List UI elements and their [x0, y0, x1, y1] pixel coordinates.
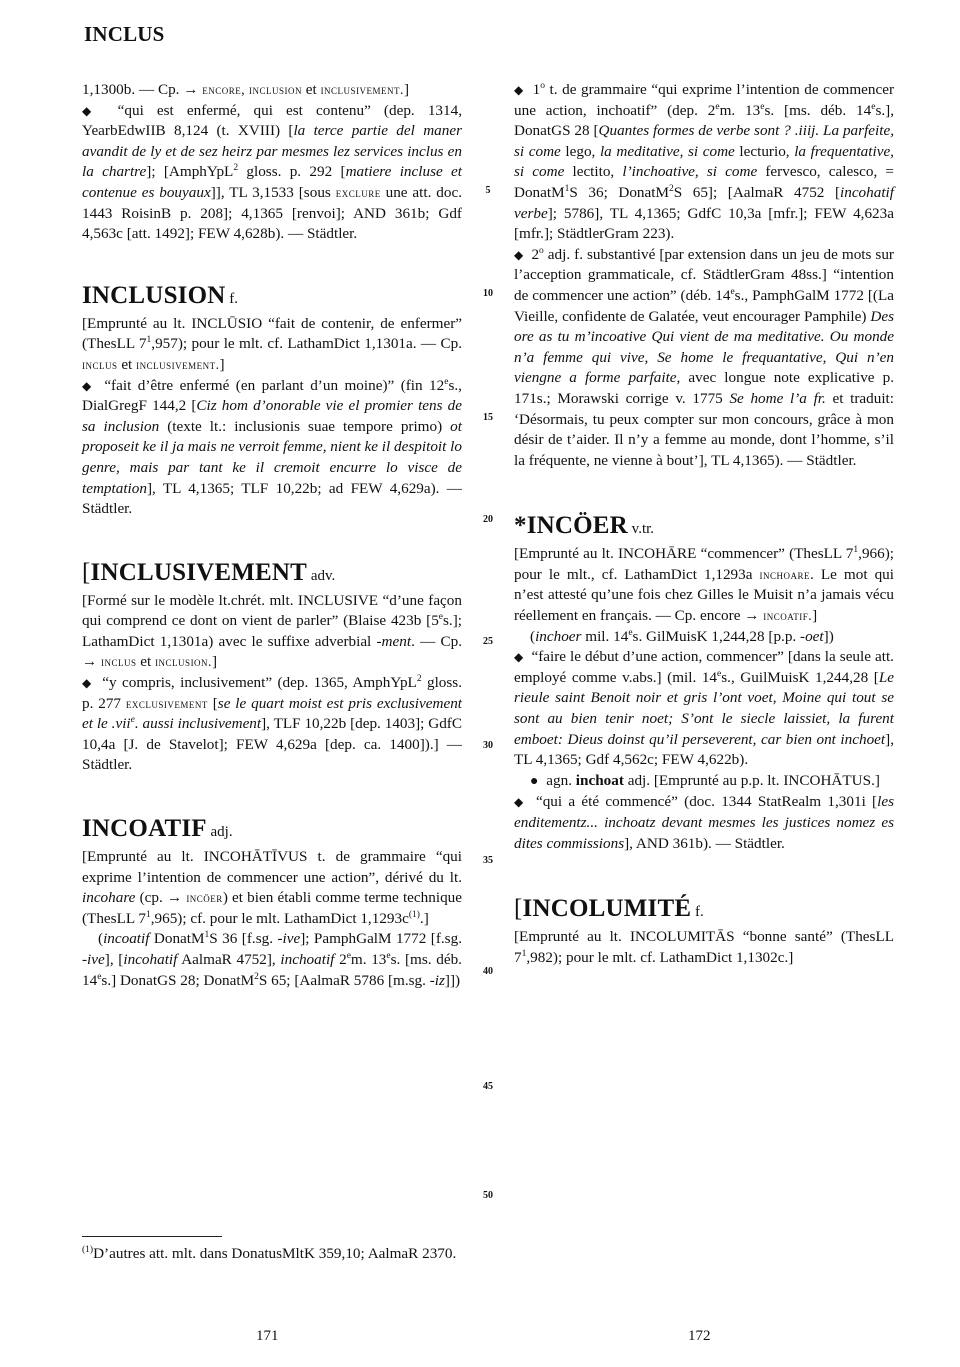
- part-of-speech: f.: [691, 904, 704, 921]
- headword-line: [INCOLUMITÉ f.: [514, 895, 704, 923]
- line-number: 45: [483, 1081, 493, 1092]
- forms-paragraph: (incoatif DonatM$^1$S 36 [f.sg. -ive]; PamphGalM 1772 [f.sg. -ive], [incohatif AalmaR 4752], inchoatif 2em. 13es. [ms. déb. 14es.] DonatGS 28; DonatM$^2$S 65; [AalmaR 5786 [m.sg. -iz]]): [82, 930, 462, 989]
- entry-incoatif-senses: [514, 80, 894, 471]
- line-number: 40: [483, 966, 493, 977]
- part-of-speech: adj.: [206, 824, 233, 841]
- part-of-speech: adv.: [307, 567, 336, 584]
- footnote-ref: (1): [408, 909, 420, 920]
- sense-paragraph: ◆ “y compris, inclusivement” (dep. 1365, AmphYpL$^2$ gloss. p. 277 exclusivement [se le quart moist est pris exclusivement et le .vii$^e$. aussi inclusivement], TLF 10,22b [dep. 1403]; GdfC 10,4a [J. de Stavelot]; FEW 4,629a [dep. ca. 1400]).] — Städtler.: [82, 674, 463, 774]
- etymology-paragraph: [Emprunté au lt. INCLŪSIO “fait de contenir, de enfermer” (ThesLL $7^1,957$); pour le mlt. cf. LathamDict 1,1301a. — Cp. inclus et inclusivement.]: [82, 314, 463, 373]
- headword-line: [82, 281, 462, 314]
- line-number-gutter: [478, 0, 498, 1367]
- sense-paragraph: ◆ 2$^o$ adj. f. substantivé [par extension dans un jeu de mots sur l’acception grammaticale, cf. StädtlerGram 48ss.] “intention de commencer une action” (déb. 14es., PamphGalM 1772 [(La Vieille, confidente de Galatée, veut encourager Pamphile) Des ore as tu m’incoative Qui vient de ma meditative. Ou monde n’a femme qui vive, Se home le frequantative, Qui n’en viengne a forme parfaite, avec longue note explicative p. 171s.; Morawski corrige v. 1775 Se home l’a fr. et traduit: ‘Désormais, tu peux compter sur mon concours, grâce à mon désir de t’aider. Il n’y a femme au monde, dont l’homme, s’il la fréquente, ne vienne à bout’], TL 4,1365). — Städtler.: [514, 245, 894, 469]
- etymology-paragraph: 1,1300b. — Cp. → encore, inclusion et inclusivement.]: [82, 81, 409, 98]
- sense-paragraph: ◆ “qui a été commencé” (doc. 1344 StatRealm 1,301i [les enditementz... inchoatz devant mesmes les justices nomez es dites commissions], AND 361b). — Städtler.: [514, 793, 894, 852]
- part-of-speech: v.tr.: [627, 521, 655, 538]
- etymology-paragraph: [Emprunté au lt. INCOHĀRE “commencer” (ThesLL $7^1,966$); pour le mlt., cf. LathamDict 1,1293a inchoare. Le mot qui n’est attesté qu’une fois chez Gilles le Muisit n’a jamais vécu réellement en français. — Cp. encore → incoatif.]: [514, 545, 894, 625]
- headword-line: [82, 814, 462, 847]
- running-head: INCLUS: [84, 22, 165, 46]
- headword-line: [INCLUSIVEMENT adv.: [82, 558, 336, 586]
- line-number: 5: [485, 185, 491, 196]
- entry-incolumite: [514, 894, 894, 968]
- line-number: 20: [483, 514, 493, 525]
- diamond-bullet-icon: ◆: [514, 83, 525, 97]
- etymology-paragraph: [Emprunté au lt. INCOLUMITĀS “bonne santé” (ThesLL $7^1,982$); pour le mlt. cf. LathamDict 1,1302c.]: [514, 928, 894, 966]
- footnote: $^{(1)}$D’autres att. mlt. dans DonatusMltK 359,10; AalmaR 2370.: [82, 1244, 457, 1262]
- circle-bullet-icon: ●: [530, 773, 539, 789]
- derivative-paragraph: ● agn. inchoat adj. [Emprunté au p.p. lt. INCOHĀTUS.]: [530, 771, 880, 789]
- line-number: 30: [483, 740, 493, 751]
- line-number: 10: [483, 288, 493, 299]
- right-column: [514, 80, 894, 968]
- line-number: 50: [483, 1190, 493, 1201]
- entry-inclus-continuation: [82, 80, 462, 245]
- diamond-bullet-icon: ◆: [82, 378, 94, 393]
- sense-paragraph: ◆ “qui est enfermé, qui est contenu” (dep. 1314, YearbEdwIIB 8,124 (t. XVIII) [la terce partie del maner avandit de ly et de sez heirz par mesmes lez services inclus en la chartre]; [AmphYpL$^2$ gloss. p. 292 [matiere incluse et contenue es bouyaux]], TL 3,1533 [sous exclure une att. doc. 1443 RoisinB p. 208]; 4,1365 [renvoi]; AND 361b; Gdf 4,563c [att. 1492]; FEW 4,628b). — Städtler.: [82, 101, 463, 243]
- page-number-left: 171: [256, 1328, 279, 1344]
- headword: INCLUSIVEMENT: [90, 558, 308, 586]
- entry-incoatif: [82, 814, 462, 991]
- headword-line: [514, 511, 894, 544]
- headword: *INCÖER: [514, 512, 628, 540]
- diamond-bullet-icon: ◆: [82, 676, 93, 691]
- line-number: 15: [483, 412, 493, 423]
- diamond-bullet-icon: ◆: [514, 247, 524, 262]
- diamond-bullet-icon: ◆: [82, 103, 101, 118]
- left-column: [82, 80, 462, 991]
- etymology-paragraph: [Formé sur le modèle lt.chrét. mlt. INCLUSIVE “d’une façon qui comprend ce dont on vient de parler” (Blaise 423b [5es.]; LathamDict 1,1301a) avec le suffixe adverbial -ment. — Cp. → inclus et inclusion.]: [82, 591, 462, 671]
- forms-paragraph: (inchoer mil. 14es. GilMuisK 1,244,28 [p.p. -oet]): [530, 627, 834, 645]
- line-number: 35: [483, 855, 493, 866]
- sense-paragraph: ◆ “fait d’être enfermé (en parlant d’un moine)” (fin 12es., DialGregF 144,2 [Ciz hom d’onorable vie el promier tens de sa inclusion (texte lt.: inclusionis suae tempore primo) ot proposeit ke il ja mais ne verroit femme, nient ke il despitoit lo genre, mais par tant ke il cremoit encurre lo visce de temptation], TL 4,1365; TLF 10,22b; ad FEW 4,629a). — Städtler.: [82, 376, 462, 518]
- diamond-bullet-icon: ◆: [514, 650, 524, 665]
- part-of-speech: f.: [225, 290, 238, 307]
- entry-incoer: [514, 511, 894, 854]
- headword: INCOLUMITÉ: [522, 895, 692, 923]
- page-number-right: 172: [688, 1328, 711, 1344]
- headword: INCLUSION: [82, 281, 226, 309]
- entry-inclusivement: [82, 558, 462, 776]
- line-number: 25: [483, 636, 493, 647]
- etymology-paragraph: [Emprunté au lt. INCOHĀTĪVUS t. de grammaire “qui exprime l’intention de commencer une action”, dérivé du lt. incohare (cp. → incöer) et bien établi comme terme technique (ThesLL $7^1,965$); cf. pour le mlt. LathamDict $1,1293c^{(1)}$.]: [82, 848, 462, 927]
- entry-inclusion: [82, 281, 462, 520]
- footnote-divider: [82, 1236, 222, 1237]
- sense-paragraph: ◆ 1$^o$ t. de grammaire “qui exprime l’intention de commencer une action, inchoatif” (dep. 2em. 13es. [ms. déb. 14es.], DonatGS 28 [Quantes formes de verbe sont ? .iiij. La parfeite, si come lego, la meditative, si come lecturio, la frequentative, si come lectito, l’inchoative, si come fervesco, calesco, = DonatM$^1$S 36; DonatM$^2$S 65]; [AalmaR 4752 [incohatif verbe]; 5786], TL 4,1365; GdfC 10,3a [mfr.]; FEW 4,623a [mfr.]; StädtlerGram 223).: [514, 80, 895, 243]
- sense-paragraph: ◆ “faire le début d’une action, commencer” [dans la seule att. employé comme v.abs.] (mil. 14es., GuilMuisK 1,244,28 [Le rieule saint Benoit noir et gris l’ont voet, Moine qui tout se sont au bien tenir noet; S’ont le siecle laissiet, la furent emboet: Dieus doinst qu’il perseverent, car bien ont inchoet], TL 4,1365; Gdf 4,562c; FEW 4,622b).: [514, 648, 894, 769]
- headword: INCOATIF: [82, 815, 207, 843]
- diamond-bullet-icon: ◆: [514, 795, 526, 810]
